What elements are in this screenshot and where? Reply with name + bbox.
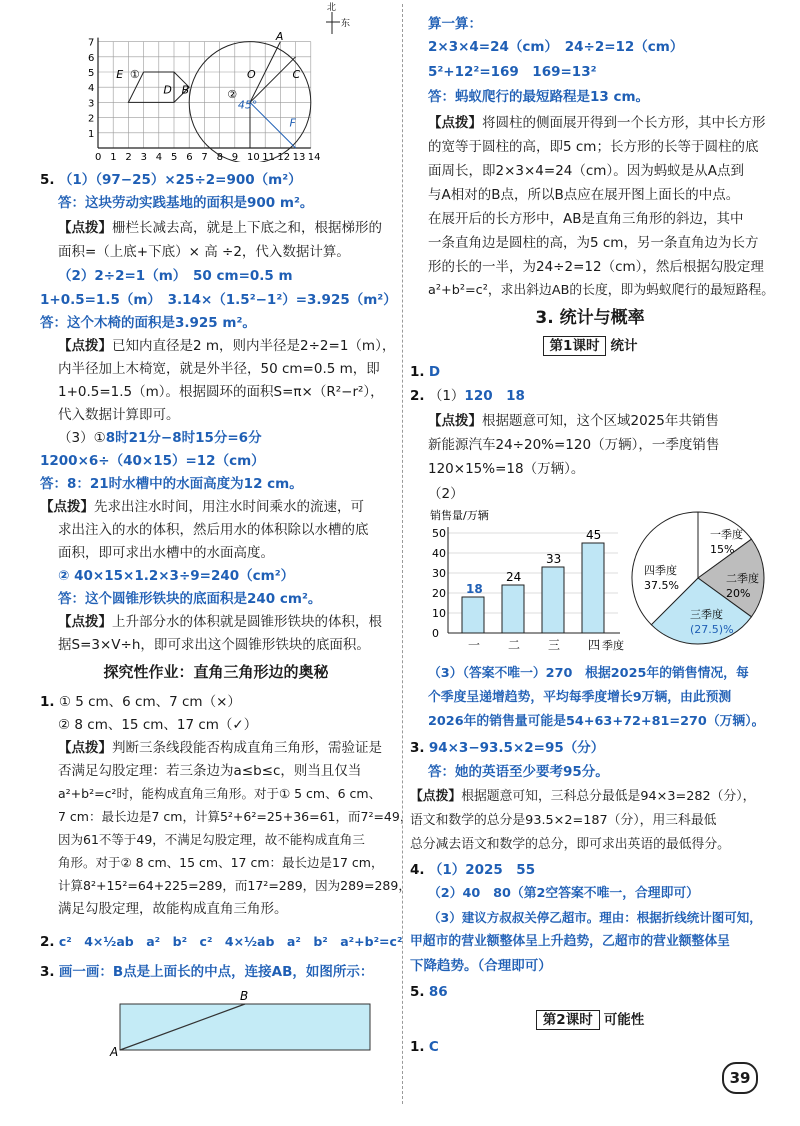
lesson2-header: 第2课时 可能性 — [410, 1010, 770, 1030]
inq-q2: 2. c² 4×½ab a² b² c² 4×½ab a² b² a²+b²=c² — [40, 934, 403, 950]
bar-category-label: 三 — [548, 638, 561, 652]
pie-slice-label: (27.5)% — [690, 623, 734, 636]
y-tick-label: 7 — [88, 37, 95, 49]
pie-slice-name: 一季度 — [710, 528, 743, 541]
q5-answer4: 答：这个圆锥形铁块的底面积是240 cm²。 — [58, 591, 322, 607]
grid-point-label: E — [116, 68, 124, 82]
stat-q3-answer: 答：她的英语至少要考95分。 — [428, 764, 609, 780]
q5-tip2-b: 内半径加上木椅宽，就是外半径，50 cm=0.5 m，即 — [58, 361, 380, 377]
stat-q5: 5. 86 — [410, 984, 448, 1000]
stat-q2-part3-a: （3）（答案不唯一）270 根据2025年的销售情况，每 — [428, 666, 749, 681]
inq-q1-tip-g: 计算8²+15²=64+225=289，而17²=289，因为289=289， — [58, 878, 411, 893]
calc-tip-g: 形的长的一半，为24÷2=12（cm），然后根据勾股定理 — [428, 259, 764, 275]
bar-x-axis-label: 季度 — [602, 639, 624, 652]
x-tick-label: 9 — [231, 152, 239, 162]
bar-value-label: 33 — [546, 552, 562, 566]
q5-tip2-d: 代入数据计算即可。 — [58, 407, 180, 423]
stat-q2-part2: （2） — [428, 486, 464, 502]
inq-q1-tip-f: 角形。对于② 8 cm、15 cm、17 cm：最长边是17 cm， — [58, 855, 384, 870]
bar-value-label: 18 — [466, 582, 483, 596]
q5-tip3-b: 求出注入的水的体积，然后用水的体积除以水槽的底 — [58, 522, 369, 538]
q5-part2-line2: 1+0.5=1.5（m） 3.14×（1.5²−1²）=3.925（m²） — [40, 292, 397, 308]
q5-tip3-a: 【点拨】先求出注水时间，用注水时间乘水的流速，可 — [40, 499, 364, 515]
y-tick-label: 4 — [88, 83, 95, 95]
stat-q2-part3-c: 2026年的销售量可能是54+63+72+81=270（万辆）。 — [428, 714, 765, 729]
q5-tip1-a: 【点拨】栅栏长减去高，就是上下底之和，根据梯形的 — [58, 220, 382, 236]
lesson1-header: 第1课时 统计 — [410, 336, 770, 356]
inquiry-homework-title: 探究性作业：直角三角形边的奥秘 — [103, 663, 329, 681]
stat-q2-line1: 2. （1）120 18 — [410, 388, 525, 404]
q5-part3-line2: 1200×6÷（40×15）=12（cm） — [40, 453, 265, 469]
pie-slice-name: 三季度 — [690, 608, 723, 621]
grid-point-label: B — [181, 83, 190, 97]
q5-part3-line1: （3）①8时21分−8时15分=6分 — [58, 430, 262, 446]
q5-part2-line1: （2）2÷2=1（m） 50 cm=0.5 m — [58, 268, 293, 284]
y-tick-label: 3 — [88, 98, 95, 110]
q5-tip3-c: 面积，即可求出水槽中的水面高度。 — [58, 545, 274, 561]
grid-point-label: O — [246, 68, 256, 82]
stat-q4-3a: （3）建议方叔叔关停乙超市。理由：根据折线统计图可知， — [428, 910, 762, 925]
stat-q4-3c: 下降趋势。（合理即可） — [410, 958, 552, 974]
q5-tip1-b: 面积=（上底+下底）× 高 ÷2，代入数据计算。 — [58, 244, 350, 260]
pie-slice-name: 四季度 — [644, 564, 677, 577]
bar-y-tick: 30 — [432, 567, 446, 580]
inq-q1-tip-c: a²+b²=c²时，能构成直角三角形。对于① 5 cm、6 cm、 — [58, 786, 382, 801]
q5-tip4-a: 【点拨】上升部分水的体积就是圆锥形铁块的体积，根 — [58, 614, 382, 630]
stat-q2-tip-b: 新能源汽车24÷20%=120（万辆），一季度销售 — [428, 437, 720, 453]
y-tick-label: 5 — [88, 68, 95, 79]
unfolded-rectangle — [120, 1004, 370, 1050]
calc-tip-a: 【点拨】将圆柱的侧面展开得到一个长方形，其中长方形 — [428, 115, 766, 131]
bar — [542, 567, 564, 633]
bar-y-tick: 40 — [432, 547, 446, 560]
q5-answer1: 答：这块劳动实践基地的面积是900 m²。 — [58, 195, 314, 211]
pie-slice-name: 二季度 — [726, 572, 759, 585]
calc-tip-h: a²+b²=c²，求出斜边AB的长度，即为蚂蚁爬行的最短路程。 — [428, 283, 775, 298]
stat-q2-tip-c: 120×15%=18（万辆）。 — [428, 461, 585, 477]
bar-value-label: 45 — [586, 528, 602, 542]
grid-point-label: 45° — [237, 98, 258, 112]
y-tick-label: 2 — [88, 113, 95, 125]
calc-tip-d: 与A相对的B点，所以B点应在展开图上面长的中点。 — [428, 187, 740, 203]
bar-y-tick: 10 — [432, 607, 446, 620]
grid-point-label: D — [163, 83, 172, 97]
sales-bar-chart — [410, 505, 640, 655]
bar-y-tick: 20 — [432, 587, 446, 600]
x-tick-label: 3 — [140, 152, 147, 162]
stat-q2-tip-a: 【点拨】根据题意可知，这个区域2025年共销售 — [428, 413, 719, 429]
stat-q4-1: 4. （1）2025 55 — [410, 862, 536, 878]
x-tick-label: 2 — [125, 152, 132, 162]
grid-point-label: A — [275, 30, 284, 44]
bar-y-tick: 0 — [432, 627, 439, 640]
inq-q1-tip-e: 因为61不等于49，不满足勾股定理，故不能构成直角三 — [58, 832, 365, 847]
q5-part3-2: ② 40×15×1.2×3÷9=240（cm²） — [58, 568, 295, 584]
q5-tip4-b: 据S=3×V÷h，即可求出这个圆锥形铁块的底面积。 — [58, 637, 370, 653]
label-b: B — [240, 990, 249, 1003]
bar-y-axis-label: 销售量/万辆 — [430, 509, 489, 522]
calc-tip-c: 面周长，即2×3×4=24（cm）。因为蚂蚁是从A点到 — [428, 163, 744, 179]
q5-tip2-a: 【点拨】已知内直径是2 m，则内半径是2÷2=1（m）， — [58, 338, 396, 354]
q5-tip2-c: 1+0.5=1.5（m）。根据圆环的面积S=π×（R²−r²）， — [58, 384, 384, 400]
pie-slice-label: 15% — [710, 543, 735, 556]
q5-answer3: 答：8：21时水槽中的水面高度为12 cm。 — [40, 476, 303, 492]
x-tick-label: 5 — [171, 152, 178, 162]
stat-q3: 3. 94×3−93.5×2=95（分） — [410, 740, 605, 756]
stat-q3-tip-b: 语文和数学的总分是93.5×2=187（分），用三科最低 — [410, 813, 717, 828]
q5-answer2: 答：这个木椅的面积是3.925 m²。 — [40, 315, 256, 331]
inq-q1-line2: ② 8 cm、15 cm、17 cm（✓） — [58, 717, 258, 733]
compass-east: 东 — [341, 19, 351, 29]
bar-category-label: 一 — [468, 638, 481, 652]
inq-q1-tip-d: 7 cm：最长边是7 cm，计算5²+6²=25+36=61，而7²=49， — [58, 809, 413, 824]
calc-label: 算一算： — [428, 16, 482, 32]
x-tick-label: 11 — [262, 152, 275, 162]
bar — [582, 543, 604, 633]
x-tick-label: 1 — [110, 152, 117, 162]
sales-pie-chart — [628, 508, 768, 648]
stat-q4-3b: 甲超市的营业额整体呈上升趋势，乙超市的营业额整体呈 — [410, 934, 730, 949]
stat-q3-tip-a: 【点拨】根据题意可知，三科总分最低是94×3=282（分）， — [410, 789, 756, 804]
inq-q1-tip-h: 满足勾股定理，故能构成直角三角形。 — [58, 901, 288, 917]
page-number: 39 — [722, 1062, 758, 1094]
x-tick-label: 7 — [201, 152, 208, 162]
calc-answer: 答：蚂蚁爬行的最短路程是13 cm。 — [428, 89, 650, 105]
cylinder-unfold-figure — [70, 990, 390, 1060]
bar-category-label: 二 — [508, 638, 521, 652]
calc-line2: 5²+12²=169 169=13² — [428, 64, 597, 80]
x-tick-label: 14 — [307, 152, 321, 162]
grid-point-label: F — [289, 116, 296, 130]
y-tick-label: 1 — [88, 128, 95, 140]
x-tick-label: 0 — [95, 152, 102, 162]
pie-slice-label: 20% — [726, 587, 751, 600]
prob-q1: 1. C — [410, 1039, 439, 1055]
bar-y-tick: 50 — [432, 527, 446, 540]
inq-q3: 3. 画一画：B点是上面长的中点，连接AB，如图所示： — [40, 964, 374, 980]
calc-tip-f: 一条直角边是圆柱的高，为5 cm，另一条直角边为长方 — [428, 235, 759, 251]
stat-q4-2: （2）40 80（第2空答案不唯一，合理即可） — [428, 886, 699, 901]
x-tick-label: 4 — [155, 152, 163, 162]
column-divider — [402, 4, 403, 1104]
pie-slice-label: 37.5% — [644, 579, 679, 592]
inq-q1-tip-b: 否满足勾股定理：若三条边为a≤b≤c，则当且仅当 — [58, 763, 362, 779]
calc-tip-b: 的宽等于圆柱的高，即5 cm；长方形的长等于圆柱的底 — [428, 139, 759, 155]
calc-line1: 2×3×4=24（cm） 24÷2=12（cm） — [428, 39, 684, 55]
bar — [502, 585, 524, 633]
stat-q2-part3-b: 个季度呈递增趋势，平均每季度增长9万辆，由此预测 — [428, 690, 732, 705]
grid-point-label: C — [292, 68, 301, 82]
coordinate-grid-figure — [68, 0, 378, 162]
inq-q1-tip-a: 【点拨】判断三条线段能否构成直角三角形，需验证是 — [58, 740, 382, 756]
inq-q1-line1: 1. ① 5 cm、6 cm、7 cm（×） — [40, 694, 241, 710]
bar-value-label: 24 — [506, 570, 522, 584]
stat-q3-tip-c: 总分减去语文和数学的总分，即可求出英语的最低得分。 — [410, 837, 730, 852]
label-a: A — [110, 1045, 119, 1059]
grid-point-label: ② — [227, 87, 238, 101]
stat-q1: 1. D — [410, 364, 441, 380]
x-tick-label: 12 — [277, 152, 291, 162]
compass-north: 北 — [327, 3, 337, 13]
x-tick-label: 13 — [292, 152, 306, 162]
section-title: 3. 统计与概率 — [535, 308, 645, 328]
grid-point-label: ① — [129, 68, 140, 82]
bar — [462, 597, 484, 633]
radius-oc — [250, 57, 296, 103]
y-tick-label: 6 — [88, 52, 95, 64]
x-tick-label: 10 — [247, 152, 260, 162]
bar-category-label: 四 — [588, 638, 601, 652]
calc-tip-e: 在展开后的长方形中，AB是直角三角形的斜边，其中 — [428, 211, 744, 227]
q5-line1: 5. （1）（97−25）×25÷2=900（m²） — [40, 172, 302, 188]
x-tick-label: 6 — [186, 152, 193, 162]
x-tick-label: 8 — [216, 152, 223, 162]
